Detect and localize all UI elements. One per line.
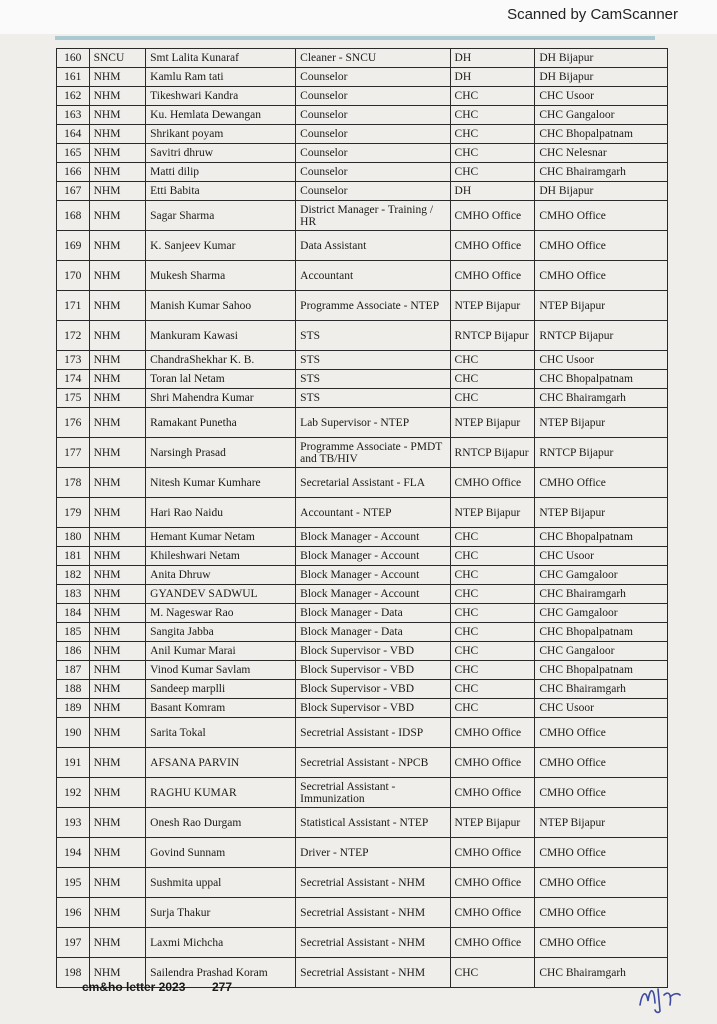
posting-place: NTEP Bijapur <box>535 408 668 438</box>
row-number: 164 <box>57 125 90 144</box>
scheme-cell: NHM <box>89 958 146 988</box>
row-number: 185 <box>57 623 90 642</box>
scheme-cell: NHM <box>89 125 146 144</box>
scheme-cell: NHM <box>89 261 146 291</box>
row-number: 166 <box>57 163 90 182</box>
employee-name: Sagar Sharma <box>146 201 296 231</box>
office-type: NTEP Bijapur <box>450 498 535 528</box>
employee-name: Sailendra Prashad Koram <box>146 958 296 988</box>
office-type: DH <box>450 49 535 68</box>
post-name: Driver - NTEP <box>296 838 450 868</box>
scheme-cell: NHM <box>89 868 146 898</box>
table-row <box>57 699 668 718</box>
post-name: Counselor <box>296 68 450 87</box>
office-type: CHC <box>450 389 535 408</box>
staff-table <box>56 48 668 988</box>
table-row <box>57 838 668 868</box>
employee-name: Anil Kumar Marai <box>146 642 296 661</box>
post-name: Block Manager - Account <box>296 585 450 604</box>
office-type: NTEP Bijapur <box>450 408 535 438</box>
post-name: Secretrial Assistant - NHM <box>296 958 450 988</box>
table-row <box>57 585 668 604</box>
office-type: CHC <box>450 125 535 144</box>
post-name: Block Manager - Data <box>296 604 450 623</box>
office-type: CMHO Office <box>450 261 535 291</box>
employee-name: Mankuram Kawasi <box>146 321 296 351</box>
posting-place: NTEP Bijapur <box>535 291 668 321</box>
office-type: CHC <box>450 144 535 163</box>
post-name: Secretrial Assistant - NPCB <box>296 748 450 778</box>
scheme-cell: NHM <box>89 438 146 468</box>
table-row <box>57 261 668 291</box>
office-type: CMHO Office <box>450 748 535 778</box>
row-number: 191 <box>57 748 90 778</box>
post-name: Counselor <box>296 182 450 201</box>
posting-place: CHC Bhairamgarh <box>535 163 668 182</box>
row-number: 188 <box>57 680 90 699</box>
row-number: 168 <box>57 201 90 231</box>
employee-name: Sushmita uppal <box>146 868 296 898</box>
office-type: CHC <box>450 661 535 680</box>
row-number: 171 <box>57 291 90 321</box>
table-row <box>57 547 668 566</box>
post-name: Secretrial Assistant - NHM <box>296 868 450 898</box>
table-row <box>57 438 668 468</box>
employee-name: Govind Sunnam <box>146 838 296 868</box>
office-type: CHC <box>450 547 535 566</box>
employee-name: Shrikant poyam <box>146 125 296 144</box>
post-name: Accountant <box>296 261 450 291</box>
post-name: District Manager - Training / HR <box>296 201 450 231</box>
table-row <box>57 661 668 680</box>
office-type: CMHO Office <box>450 838 535 868</box>
table-row <box>57 898 668 928</box>
office-type: CHC <box>450 528 535 547</box>
row-number: 198 <box>57 958 90 988</box>
office-type: CHC <box>450 623 535 642</box>
scheme-cell: NHM <box>89 808 146 838</box>
scheme-cell: NHM <box>89 547 146 566</box>
post-name: Programme Associate - NTEP <box>296 291 450 321</box>
table-row <box>57 68 668 87</box>
row-number: 180 <box>57 528 90 547</box>
row-number: 160 <box>57 49 90 68</box>
posting-place: CHC Usoor <box>535 547 668 566</box>
table-row <box>57 642 668 661</box>
post-name: Secretrial Assistant - IDSP <box>296 718 450 748</box>
office-type: CHC <box>450 163 535 182</box>
employee-name: Nitesh Kumar Kumhare <box>146 468 296 498</box>
office-type: CMHO Office <box>450 468 535 498</box>
post-name: Secretarial Assistant - FLA <box>296 468 450 498</box>
letter-reference: cm&ho letter 2023 <box>82 980 186 994</box>
scheme-cell: NHM <box>89 498 146 528</box>
post-name: Block Supervisor - VBD <box>296 699 450 718</box>
row-number: 187 <box>57 661 90 680</box>
posting-place: CMHO Office <box>535 748 668 778</box>
employee-name: Khileshwari Netam <box>146 547 296 566</box>
scheme-cell: NHM <box>89 928 146 958</box>
employee-name: Toran lal Netam <box>146 370 296 389</box>
office-type: CHC <box>450 680 535 699</box>
office-type: CHC <box>450 87 535 106</box>
staff-table-body <box>57 49 668 988</box>
scanned-by-text: Scanned by CamScanner <box>507 6 678 23</box>
row-number: 193 <box>57 808 90 838</box>
table-row <box>57 498 668 528</box>
row-number: 175 <box>57 389 90 408</box>
row-number: 170 <box>57 261 90 291</box>
scheme-cell: NHM <box>89 370 146 389</box>
posting-place: NTEP Bijapur <box>535 498 668 528</box>
employee-name: Onesh Rao Durgam <box>146 808 296 838</box>
scheme-cell: NHM <box>89 68 146 87</box>
row-number: 173 <box>57 351 90 370</box>
posting-place: DH Bijapur <box>535 182 668 201</box>
employee-name: Etti Babita <box>146 182 296 201</box>
table-row <box>57 748 668 778</box>
scheme-cell: NHM <box>89 623 146 642</box>
paper-edge <box>55 36 655 40</box>
employee-name: Smt Lalita Kunaraf <box>146 49 296 68</box>
scheme-cell: NHM <box>89 87 146 106</box>
posting-place: CMHO Office <box>535 468 668 498</box>
posting-place: DH Bijapur <box>535 68 668 87</box>
post-name: Statistical Assistant - NTEP <box>296 808 450 838</box>
row-number: 181 <box>57 547 90 566</box>
office-type: RNTCP Bijapur <box>450 321 535 351</box>
row-number: 169 <box>57 231 90 261</box>
office-type: CHC <box>450 699 535 718</box>
table-row <box>57 623 668 642</box>
posting-place: CHC Bhopalpatnam <box>535 661 668 680</box>
office-type: CMHO Office <box>450 898 535 928</box>
table-row <box>57 680 668 699</box>
posting-place: CHC Bhairamgarh <box>535 389 668 408</box>
posting-place: CHC Bhairamgarh <box>535 680 668 699</box>
post-name: Secretrial Assistant - Immunization <box>296 778 450 808</box>
office-type: CMHO Office <box>450 231 535 261</box>
page-number: 277 <box>212 980 233 994</box>
scheme-cell: NHM <box>89 144 146 163</box>
employee-name: Surja Thakur <box>146 898 296 928</box>
employee-name: Manish Kumar Sahoo <box>146 291 296 321</box>
scheme-cell: NHM <box>89 748 146 778</box>
posting-place: CHC Gamgaloor <box>535 566 668 585</box>
row-number: 183 <box>57 585 90 604</box>
post-name: Programme Associate - PMDT and TB/HIV <box>296 438 450 468</box>
office-type: CHC <box>450 585 535 604</box>
scheme-cell: NHM <box>89 838 146 868</box>
office-type: NTEP Bijapur <box>450 291 535 321</box>
office-type: DH <box>450 182 535 201</box>
row-number: 162 <box>57 87 90 106</box>
post-name: Counselor <box>296 87 450 106</box>
row-number: 176 <box>57 408 90 438</box>
employee-name: Hari Rao Naidu <box>146 498 296 528</box>
scheme-cell: NHM <box>89 291 146 321</box>
row-number: 163 <box>57 106 90 125</box>
row-number: 174 <box>57 370 90 389</box>
posting-place: CHC Usoor <box>535 699 668 718</box>
employee-name: Kamlu Ram tati <box>146 68 296 87</box>
post-name: STS <box>296 370 450 389</box>
scheme-cell: NHM <box>89 201 146 231</box>
employee-name: Tikeshwari Kandra <box>146 87 296 106</box>
post-name: Block Supervisor - VBD <box>296 661 450 680</box>
employee-name: Sarita Tokal <box>146 718 296 748</box>
post-name: Lab Supervisor - NTEP <box>296 408 450 438</box>
table-row <box>57 868 668 898</box>
table-row <box>57 808 668 838</box>
post-name: STS <box>296 389 450 408</box>
table-row <box>57 370 668 389</box>
table-row <box>57 291 668 321</box>
table-row <box>57 928 668 958</box>
row-number: 177 <box>57 438 90 468</box>
office-type: RNTCP Bijapur <box>450 438 535 468</box>
office-type: CMHO Office <box>450 718 535 748</box>
employee-name: Sandeep marplli <box>146 680 296 699</box>
office-type: CHC <box>450 958 535 988</box>
table-row <box>57 106 668 125</box>
table-row <box>57 321 668 351</box>
signature-mark <box>636 975 686 1015</box>
table-row <box>57 528 668 547</box>
office-type: CMHO Office <box>450 778 535 808</box>
scheme-cell: NHM <box>89 389 146 408</box>
posting-place: CMHO Office <box>535 928 668 958</box>
post-name: Counselor <box>296 144 450 163</box>
posting-place: CHC Bhairamgarh <box>535 585 668 604</box>
posting-place: CMHO Office <box>535 261 668 291</box>
employee-name: Matti dilip <box>146 163 296 182</box>
row-number: 194 <box>57 838 90 868</box>
employee-name: K. Sanjeev Kumar <box>146 231 296 261</box>
posting-place: CHC Usoor <box>535 351 668 370</box>
scheme-cell: NHM <box>89 182 146 201</box>
posting-place: CHC Bhopalpatnam <box>535 623 668 642</box>
employee-name: Shri Mahendra Kumar <box>146 389 296 408</box>
employee-name: M. Nageswar Rao <box>146 604 296 623</box>
scheme-cell: NHM <box>89 642 146 661</box>
scheme-cell: NHM <box>89 408 146 438</box>
post-name: Block Manager - Account <box>296 566 450 585</box>
scheme-cell: SNCU <box>89 49 146 68</box>
table-row <box>57 468 668 498</box>
scheme-cell: NHM <box>89 163 146 182</box>
post-name: Block Supervisor - VBD <box>296 642 450 661</box>
scheme-cell: NHM <box>89 351 146 370</box>
office-type: CMHO Office <box>450 928 535 958</box>
row-number: 184 <box>57 604 90 623</box>
posting-place: CHC Gangaloor <box>535 106 668 125</box>
scheme-cell: NHM <box>89 528 146 547</box>
office-type: CMHO Office <box>450 201 535 231</box>
office-type: CHC <box>450 106 535 125</box>
posting-place: DH Bijapur <box>535 49 668 68</box>
table-row <box>57 201 668 231</box>
scan-header <box>0 0 717 34</box>
scheme-cell: NHM <box>89 680 146 699</box>
employee-name: Mukesh Sharma <box>146 261 296 291</box>
office-type: NTEP Bijapur <box>450 808 535 838</box>
post-name: STS <box>296 321 450 351</box>
post-name: Counselor <box>296 163 450 182</box>
post-name: Data Assistant <box>296 231 450 261</box>
posting-place: RNTCP Bijapur <box>535 321 668 351</box>
employee-name: RAGHU KUMAR <box>146 778 296 808</box>
posting-place: CMHO Office <box>535 718 668 748</box>
posting-place: RNTCP Bijapur <box>535 438 668 468</box>
table-row <box>57 125 668 144</box>
table-row <box>57 87 668 106</box>
employee-name: AFSANA PARVIN <box>146 748 296 778</box>
employee-name: Laxmi Michcha <box>146 928 296 958</box>
post-name: Block Manager - Account <box>296 528 450 547</box>
posting-place: CMHO Office <box>535 898 668 928</box>
employee-name: Ramakant Punetha <box>146 408 296 438</box>
posting-place: CHC Gamgaloor <box>535 604 668 623</box>
posting-place: CMHO Office <box>535 231 668 261</box>
employee-name: Narsingh Prasad <box>146 438 296 468</box>
posting-place: CHC Bhopalpatnam <box>535 528 668 547</box>
employee-name: Anita Dhruw <box>146 566 296 585</box>
office-type: CHC <box>450 370 535 389</box>
row-number: 167 <box>57 182 90 201</box>
posting-place: CHC Bhairamgarh <box>535 958 668 988</box>
scheme-cell: NHM <box>89 566 146 585</box>
scheme-cell: NHM <box>89 661 146 680</box>
row-number: 179 <box>57 498 90 528</box>
table-row <box>57 182 668 201</box>
employee-name: GYANDEV SADWUL <box>146 585 296 604</box>
post-name: Counselor <box>296 106 450 125</box>
scheme-cell: NHM <box>89 718 146 748</box>
row-number: 161 <box>57 68 90 87</box>
row-number: 178 <box>57 468 90 498</box>
table-row <box>57 718 668 748</box>
posting-place: CHC Nelesnar <box>535 144 668 163</box>
table-row <box>57 163 668 182</box>
row-number: 189 <box>57 699 90 718</box>
post-name: Accountant - NTEP <box>296 498 450 528</box>
table-row <box>57 49 668 68</box>
table-row <box>57 604 668 623</box>
post-name: Block Supervisor - VBD <box>296 680 450 699</box>
row-number: 186 <box>57 642 90 661</box>
post-name: Secretrial Assistant - NHM <box>296 928 450 958</box>
scheme-cell: NHM <box>89 468 146 498</box>
post-name: Counselor <box>296 125 450 144</box>
post-name: Secretrial Assistant - NHM <box>296 898 450 928</box>
employee-name: Ku. Hemlata Dewangan <box>146 106 296 125</box>
posting-place: CHC Bhopalpatnam <box>535 125 668 144</box>
table-row <box>57 351 668 370</box>
posting-place: CHC Bhopalpatnam <box>535 370 668 389</box>
employee-name: ChandraShekhar K. B. <box>146 351 296 370</box>
office-type: CMHO Office <box>450 868 535 898</box>
office-type: CHC <box>450 351 535 370</box>
row-number: 197 <box>57 928 90 958</box>
office-type: CHC <box>450 604 535 623</box>
employee-name: Basant Komram <box>146 699 296 718</box>
scheme-cell: NHM <box>89 585 146 604</box>
posting-place: CMHO Office <box>535 838 668 868</box>
office-type: CHC <box>450 642 535 661</box>
row-number: 195 <box>57 868 90 898</box>
row-number: 172 <box>57 321 90 351</box>
table-row <box>57 144 668 163</box>
employee-name: Hemant Kumar Netam <box>146 528 296 547</box>
scheme-cell: NHM <box>89 898 146 928</box>
office-type: CHC <box>450 566 535 585</box>
posting-place: CHC Usoor <box>535 87 668 106</box>
row-number: 182 <box>57 566 90 585</box>
table-row <box>57 231 668 261</box>
scheme-cell: NHM <box>89 106 146 125</box>
employee-name: Sangita Jabba <box>146 623 296 642</box>
post-name: Cleaner - SNCU <box>296 49 450 68</box>
row-number: 190 <box>57 718 90 748</box>
office-type: DH <box>450 68 535 87</box>
scheme-cell: NHM <box>89 604 146 623</box>
employee-name: Vinod Kumar Savlam <box>146 661 296 680</box>
posting-place: NTEP Bijapur <box>535 808 668 838</box>
table-row <box>57 408 668 438</box>
row-number: 165 <box>57 144 90 163</box>
post-name: STS <box>296 351 450 370</box>
posting-place: CMHO Office <box>535 868 668 898</box>
row-number: 192 <box>57 778 90 808</box>
row-number: 196 <box>57 898 90 928</box>
post-name: Block Manager - Data <box>296 623 450 642</box>
table-row <box>57 389 668 408</box>
posting-place: CMHO Office <box>535 201 668 231</box>
employee-name: Savitri dhruw <box>146 144 296 163</box>
table-row <box>57 566 668 585</box>
posting-place: CMHO Office <box>535 778 668 808</box>
scheme-cell: NHM <box>89 778 146 808</box>
scheme-cell: NHM <box>89 231 146 261</box>
scheme-cell: NHM <box>89 699 146 718</box>
post-name: Block Manager - Account <box>296 547 450 566</box>
scheme-cell: NHM <box>89 321 146 351</box>
table-row <box>57 778 668 808</box>
posting-place: CHC Gangaloor <box>535 642 668 661</box>
